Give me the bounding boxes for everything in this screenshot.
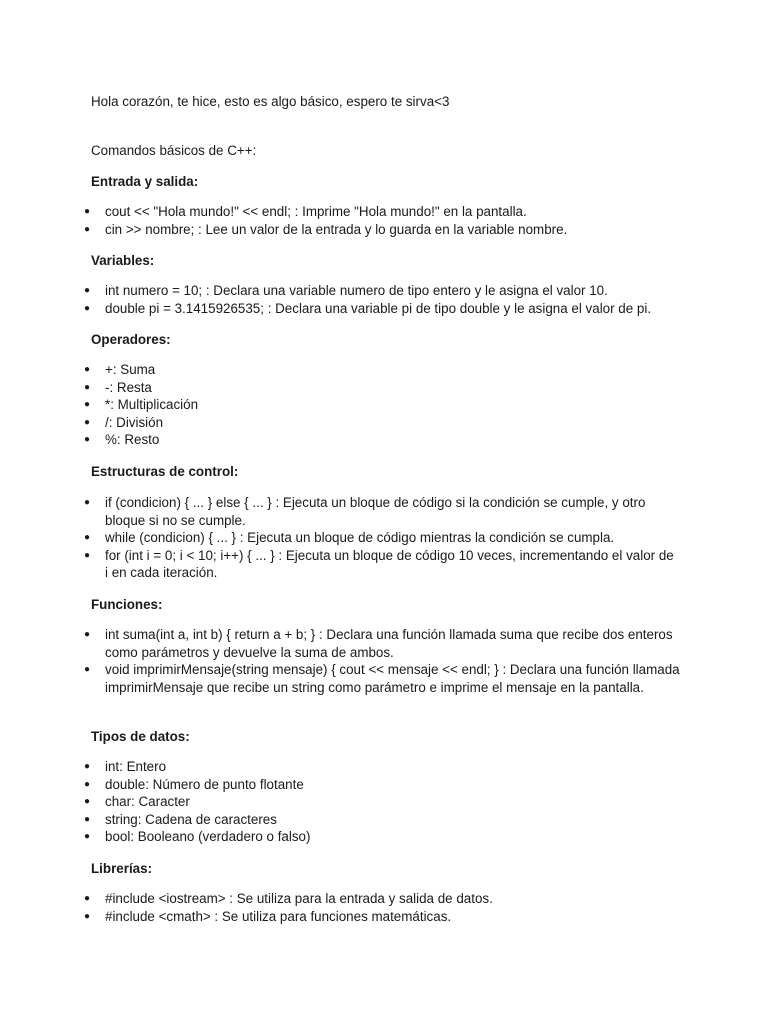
list-item: ● if (condicion) { ... } else { ... } : Ejecuta un bloque de código si la condición se cumple, y otro bloque si no se cumple. <box>84 495 646 528</box>
list-item: ● #include <cmath> : Se utiliza para funciones matemáticas. <box>84 908 452 924</box>
bullet-icon: ● <box>84 416 91 428</box>
bullet-icon: ● <box>84 910 91 922</box>
list-item: ● char: Caracter <box>84 794 190 809</box>
bullet-icon: ● <box>84 399 91 410</box>
list-item: ● double: Número de punto flotante <box>84 776 304 792</box>
bullet-icon: ● <box>84 364 91 375</box>
list-item: ● double pi = 3.1415926535; : Declara una variable pi de tipo double y le asigna el valor de pi. <box>84 300 652 316</box>
bullet-icon: ● <box>84 223 91 235</box>
list-item: ● %: Resto <box>84 432 160 447</box>
bullet-icon: ● <box>84 285 91 296</box>
bullet-icon: ● <box>84 664 91 675</box>
list-item: ● for (int i = 0; i < 10; i++) { ... } : Ejecuta un bloque de código 10 veces, incrementando el valor de i en cada iteración. <box>84 547 674 580</box>
list-item: ● -: Resta <box>84 379 152 395</box>
bullet-icon: ● <box>84 893 91 904</box>
bullet-icon: ● <box>84 831 91 842</box>
list-item: ● cout << "Hola mundo!" << endl; : Imprime "Hola mundo!" en la pantalla. <box>84 204 527 219</box>
section-heading-entrada-salida: Entrada y salida: <box>91 174 199 189</box>
section-list-entrada-salida <box>0 203 700 238</box>
bullet-icon: ● <box>84 434 91 445</box>
section-list-tipos-datos <box>0 758 700 846</box>
bullet-icon: ● <box>84 497 91 508</box>
section-list-operadores <box>0 361 700 449</box>
section-list-variables <box>0 282 700 317</box>
section-list-funciones <box>0 626 700 696</box>
section-heading-variables: Variables: <box>91 253 155 268</box>
list-item: ● cin >> nombre; : Lee un valor de la entrada y lo guarda en la variable nombre. <box>84 221 568 237</box>
section-heading-librerias: Librerías: <box>91 861 153 876</box>
section-heading-tipos-datos: Tipos de datos: <box>91 729 190 744</box>
bullet-icon: ● <box>84 796 91 807</box>
bullet-icon: ● <box>84 302 91 314</box>
bullet-icon: ● <box>84 381 91 393</box>
list-item: ● *: Multiplicación <box>84 397 199 412</box>
document-subtitle: Comandos básicos de C++: <box>91 143 257 158</box>
bullet-icon: ● <box>84 549 91 561</box>
section-heading-estructuras-control: Estructuras de control: <box>91 464 239 479</box>
list-item: ● +: Suma <box>84 362 156 377</box>
list-item: ● #include <iostream> : Se utiliza para la entrada y salida de datos. <box>84 891 493 906</box>
bullet-icon: ● <box>84 813 91 825</box>
list-item: ● string: Cadena de caracteres <box>84 811 277 827</box>
section-heading-operadores: Operadores: <box>91 332 171 347</box>
intro-text: Hola corazón, te hice, esto es algo básico, espero te sirva<3 <box>91 94 450 109</box>
section-list-librerias <box>0 890 700 925</box>
bullet-icon: ● <box>84 778 91 790</box>
list-item: ● /: División <box>84 414 164 430</box>
list-item: ● while (condicion) { ... } : Ejecuta un bloque de código mientras la condición se cumpla. <box>84 530 615 545</box>
list-item: ● int numero = 10; : Declara una variable numero de tipo entero y le asigna el valor 10. <box>84 283 608 298</box>
bullet-icon: ● <box>84 532 91 543</box>
bullet-icon: ● <box>84 761 91 772</box>
bullet-icon: ● <box>84 206 91 217</box>
section-list-estructuras-control <box>0 494 700 582</box>
list-item: ● void imprimirMensaje(string mensaje) { cout << mensaje << endl; } : Declara una función llamada imprimirMensaje que recibe un string como parámetro e imprime el mensaje en la pantalla. <box>84 662 680 695</box>
section-heading-funciones: Funciones: <box>91 597 163 612</box>
list-item: ● int: Entero <box>84 759 167 774</box>
list-item: ● int suma(int a, int b) { return a + b; } : Declara una función llamada suma que recibe dos enteros como parámetros y devuelve la suma de ambos. <box>84 627 673 660</box>
list-item: ● bool: Booleano (verdadero o falso) <box>84 829 311 844</box>
bullet-icon: ● <box>84 629 91 640</box>
